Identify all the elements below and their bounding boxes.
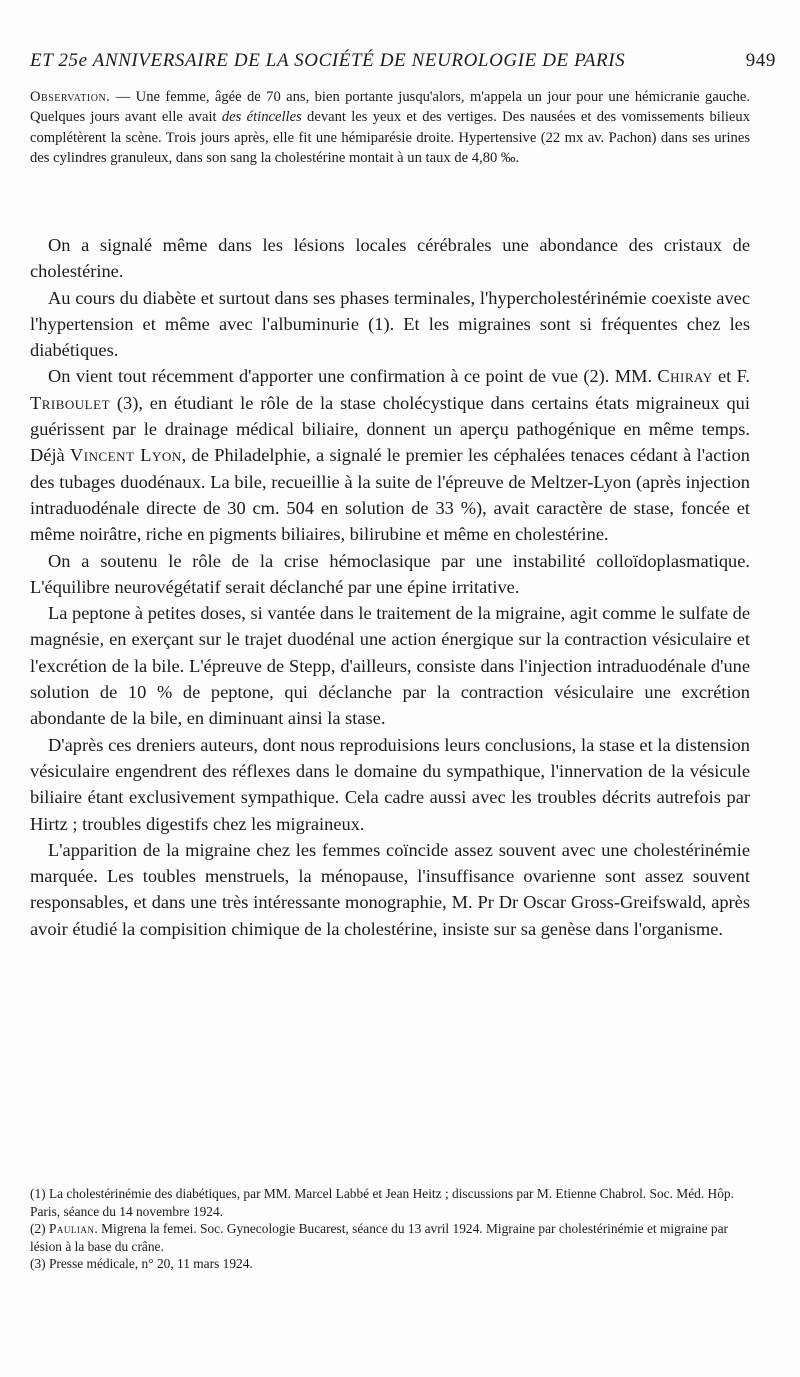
footnotes [30, 1185, 750, 1273]
footnote-3: (3) Presse médicale, n° 20, 11 mars 1924. [30, 1256, 253, 1271]
paragraph-5: La peptone à petites doses, si vantée dans le traitement de la migraine, agit comme le sulfate de magnésie, en exerçant sur le trajet duodénal une action énergique sur la contraction vésiculaire et l'excrétion de la bile. L'épreuve de Stepp, d'ailleurs, consiste dans l'injection intraduodénale d'une solution de 10 % de peptone, qui déclanche par la contraction vésiculaire une excrétion abondante de la bile, en diminuant ainsi la stase. [30, 603, 750, 729]
paragraph-3-part-c: (3), en étudiant le rôle de la stase cholécystique dans certains états migraineux qui guérissent par le drainage médical biliaire, donnent un aperçu pathogénique en même temps. Déjà [30, 392, 750, 466]
paragraph-6: D'après ces dreniers auteurs, dont nous reproduisions leurs conclusions, la stase et la distension vésiculaire engendrent des réflexes dans le domaine du sympathique, l'innervation de la vésicule biliaire étant exclusivement sympathique. Cela cadre aussi avec les troubles décrits autrefois par Hirtz ; troubles digestifs chez les migraineux. [30, 734, 750, 834]
running-title: ET 25e ANNIVERSAIRE DE LA SOCIÉTÉ DE NEUROLOGIE DE PARIS [30, 50, 626, 71]
paragraph-2: Au cours du diabète et surtout dans ses phases terminales, l'hypercholestérinémie coexiste avec l'hypertension et même avec l'albuminurie (1). Et les migraines sont si fréquentes chez les diabétiques. [30, 287, 750, 361]
author-name-triboulet: Triboulet [30, 392, 111, 413]
paragraph-3 [30, 363, 750, 547]
observation-text-1: — Une femme, âgée de 70 ans, bien portante jusqu'alors, m'appela un jour pour une hémicranie gauche. Quelques jours avant elle avait [30, 89, 750, 126]
paragraph-4: On a soutenu le rôle de la crise hémoclasique par une instabilité colloïdoplasmatique. L'équilibre neurovégétatif serait déclanché par une épine irritative. [30, 550, 750, 597]
author-name-paulian: Paulian [48, 1221, 95, 1236]
footnote-2-marker: (2) [30, 1221, 49, 1236]
observation-text-2: devant les yeux et des vertiges. Des nausées et des vomissements bilieux complétèrent la scène. Trois jours après, elle fit une hémiparésie droite. Hypertensive (22 mx av. Pachon) dans ses urines des cylindres granuleux, dans son sang la cholestérine montait à un taux de 4,80 ‰. [30, 109, 750, 167]
footnote-2-text: . Migrena la femei. Soc. Gynecologie Bucarest, séance du 13 avril 1924. Migraine par cholestérinémie et migraine par lésion à la base du crâne. [30, 1221, 729, 1254]
paragraph-3-part-b: et F. [712, 366, 750, 387]
main-text [30, 232, 750, 942]
author-name-chiray: Chiray [657, 366, 713, 387]
paragraph-3-part-d: , de Philadelphie, a signalé le premier les céphalées tenaces cédant à l'action des tubages duodénaux. La bile, recueillie à la suite de l'épreuve de Meltzer-Lyon (après injection intraduodénale directe de 30 cm. 504 en solution de 33 %), avait caractère de stase, foncée et même noirâtre, riche en pigments biliaires, bilirubine et même en cholestérine. [30, 445, 750, 545]
footnote-2 [30, 1220, 750, 1255]
paragraph-3-part-a: On vient tout récemment d'apporter une confirmation à ce point de vue (2). MM. [48, 366, 658, 387]
running-header [30, 50, 776, 72]
observation-label: Observation. [30, 89, 111, 105]
paragraph-7: L'apparition de la migraine chez les femmes coïncide assez souvent avec une cholestérinémie marquée. Les toubles menstruels, la ménopause, l'insuffisance ovarienne sont assez souvent responsables, et dans une très intéressante monographie, M. Pr Dr Oscar Gross-Greifswald, après avoir étudié la compisition chimique de la cholestérine, insiste sur sa genèse dans l'organisme. [30, 839, 750, 939]
author-name-vincent-lyon: Vincent Lyon [70, 445, 182, 466]
paragraph-1: On a signalé même dans les lésions locales cérébrales une abondance des cristaux de cholestérine. [30, 235, 750, 282]
footnote-1: (1) La cholestérinémie des diabétiques, par MM. Marcel Labbé et Jean Heitz ; discussions par M. Etienne Chabrol. Soc. Méd. Hôp. Paris, séance du 14 novembre 1924. [30, 1186, 734, 1219]
page-number: 949 [745, 50, 776, 71]
observation-emphasis: des étincelles [221, 109, 302, 126]
observation-block [30, 87, 750, 169]
